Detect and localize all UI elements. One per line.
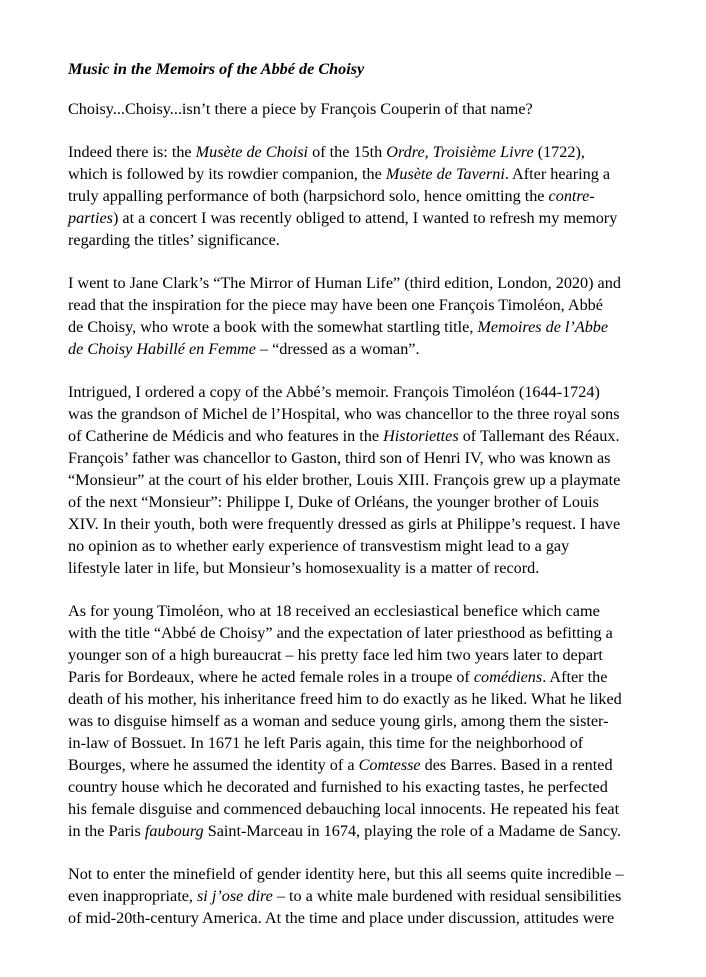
text-line: [68, 863, 676, 885]
text-line: [68, 185, 676, 207]
text-line: [68, 513, 676, 535]
text-run: younger son of a high bureaucrat – his pretty face led him two years later to depart: [68, 646, 603, 664]
text-line: [68, 425, 676, 447]
text-line: [68, 381, 676, 403]
text-line: [68, 316, 676, 338]
text-run: death of his mother, his inheritance freed him to do exactly as he liked. What he liked: [68, 690, 622, 708]
text-run: Paris for Bordeaux, where he acted female roles in a troupe of: [68, 668, 474, 686]
text-run: ,: [424, 143, 433, 161]
text-run: . After the: [542, 668, 608, 686]
text-run: des Barres. Based in a rented: [420, 756, 613, 774]
text-run: was to disguise himself as a woman and seduce young girls, among them the sister-: [68, 712, 609, 730]
paragraph: [68, 600, 676, 842]
paragraph: [68, 272, 676, 360]
text-run: in-law of Bossuet. In 1671 he left Paris again, this time for the neighborhood of: [68, 734, 584, 752]
text-line: [68, 403, 676, 425]
italic-text: contre-: [548, 187, 595, 205]
text-line: [68, 732, 676, 754]
text-run: which is followed by its rowdier companion, the: [68, 165, 386, 183]
text-line: [68, 754, 676, 776]
text-run: – to a white male burdened with residual sensibilities: [272, 887, 622, 905]
text-line: [68, 688, 676, 710]
text-run: Indeed there is: the: [68, 143, 196, 161]
text-line: [68, 776, 676, 798]
italic-text: Musète de Choisi: [195, 143, 309, 161]
text-run: As for young Timoléon, who at 18 received an ecclesiastical benefice which came: [68, 602, 600, 620]
text-line: [68, 710, 676, 732]
text-run: country house which he decorated and furnished to his exacting tastes, he perfected: [68, 778, 608, 796]
text-run: I went to Jane Clark’s “The Mirror of Human Life” (third edition, London, 2020) and: [68, 274, 621, 292]
text-run: of Catherine de Médicis and who features in the: [68, 427, 384, 445]
text-run: of the 15th: [308, 143, 387, 161]
italic-text: parties: [68, 209, 113, 227]
text-line: [68, 141, 676, 163]
text-run: in the Paris: [68, 822, 145, 840]
italic-text: comédiens: [473, 668, 543, 686]
text-line: [68, 557, 676, 579]
text-run: “Monsieur” at the court of his elder brother, Louis XIII. François grew up a playmate: [68, 471, 621, 489]
italic-text: Memoires de l’Abbe: [477, 318, 609, 336]
text-line: [68, 666, 676, 688]
text-line: [68, 469, 676, 491]
text-line: [68, 294, 676, 316]
text-run: lifestyle later in life, but Monsieur’s homosexuality is a matter of record.: [68, 559, 540, 577]
text-run: (1722),: [533, 143, 585, 161]
text-run: of Tallemant des Réaux.: [458, 427, 620, 445]
italic-text: de Choisy Habillé en Femme: [68, 340, 256, 358]
text-line: [68, 338, 676, 360]
text-line: [68, 447, 676, 469]
text-run: XIV. In their youth, both were frequently dressed as girls at Philippe’s request. I have: [68, 515, 621, 533]
paragraph: [68, 381, 676, 579]
document-title: Music in the Memoirs of the Abbé de Choisy: [68, 60, 365, 78]
text-line: [68, 907, 676, 929]
italic-text: Comtesse: [358, 756, 421, 774]
text-run: Intrigued, I ordered a copy of the Abbé’s memoir. François Timoléon (1644-1724): [68, 383, 600, 401]
text-run: de Choisy, who wrote a book with the somewhat startling title,: [68, 318, 478, 336]
paragraph: [68, 863, 676, 929]
text-line: [68, 163, 676, 185]
text-run: even inappropriate,: [68, 887, 197, 905]
text-line: [68, 644, 676, 666]
italic-text: Troisième Livre: [432, 143, 534, 161]
text-run: read that the inspiration for the piece may have been one François Timoléon, Abbé: [68, 296, 603, 314]
text-run: . After hearing a: [504, 165, 611, 183]
paragraph: [68, 98, 676, 120]
text-run: Not to enter the minefield of gender identity here, but this all seems quite incredible –: [68, 865, 624, 883]
text-run: truly appalling performance of both (harpsichord solo, hence omitting the: [68, 187, 549, 205]
text-line: [68, 207, 676, 229]
text-run: was the grandson of Michel de l’Hospital, who was chancellor to the three royal sons: [68, 405, 620, 423]
text-line: [68, 98, 676, 120]
text-run: of the next “Monsieur”: Philippe I, Duke of Orléans, the younger brother of Louis: [68, 493, 599, 511]
text-run: Bourges, where he assumed the identity of a: [68, 756, 359, 774]
text-line: [68, 622, 676, 644]
text-line: [68, 600, 676, 622]
document-body: [68, 98, 676, 929]
text-run: regarding the titles’ significance.: [68, 231, 280, 249]
text-line: [68, 229, 676, 251]
italic-text: si j’ose dire: [197, 887, 273, 905]
text-line: [68, 885, 676, 907]
italic-text: Musète de Taverni: [385, 165, 505, 183]
text-run: Choisy...Choisy...isn’t there a piece by François Couperin of that name?: [68, 100, 533, 118]
italic-text: Ordre: [386, 143, 425, 161]
text-run: ) at a concert I was recently obliged to attend, I wanted to refresh my memory: [112, 209, 618, 227]
text-run: of mid-20th-century America. At the time and place under discussion, attitudes were: [68, 909, 615, 927]
text-run: François’ father was chancellor to Gaston, third son of Henri IV, who was known as: [68, 449, 611, 467]
text-line: [68, 535, 676, 557]
text-run: – “dressed as a woman”.: [255, 340, 420, 358]
italic-text: Historiettes: [383, 427, 459, 445]
italic-text: faubourg: [144, 822, 204, 840]
paragraph: [68, 141, 676, 251]
text-line: [68, 820, 676, 842]
text-run: Saint-Marceau in 1674, playing the role of a Madame de Sancy.: [203, 822, 622, 840]
text-line: [68, 272, 676, 294]
text-run: no opinion as to whether early experience of transvestism might lead to a gay: [68, 537, 570, 555]
text-line: [68, 491, 676, 513]
text-line: [68, 798, 676, 820]
text-run: his female disguise and commenced debauching local innocents. He repeated his feat: [68, 800, 620, 818]
text-run: with the title “Abbé de Choisy” and the expectation of later priesthood as befitting a: [68, 624, 613, 642]
